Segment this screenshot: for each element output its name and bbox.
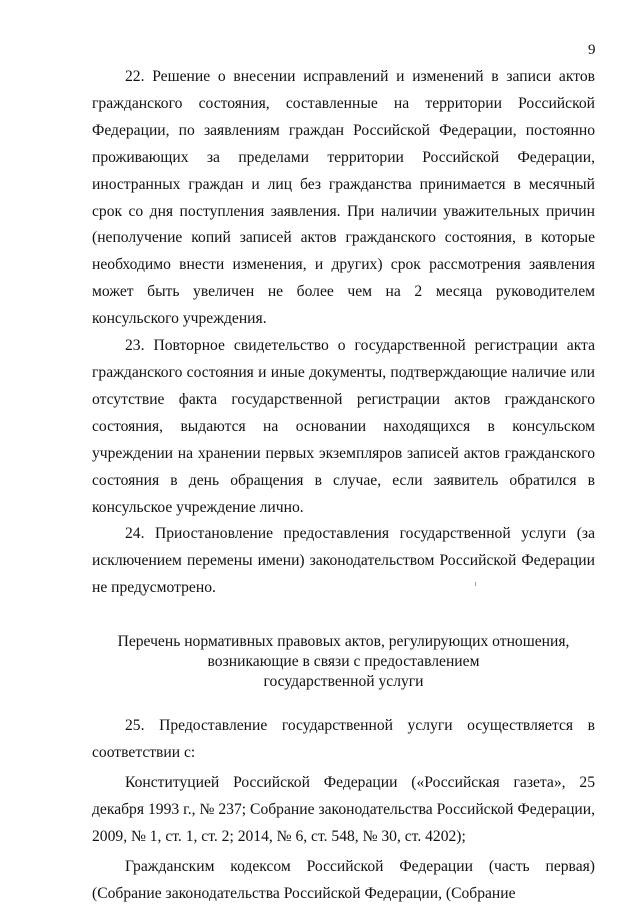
paragraph-civil-code: Гражданским кодексом Российской Федерации (часть первая) (Собрание законодательства Российской Федерации, (Собрание [92,857,595,902]
paragraph-23: 23. Повторное свидетельство о государственной регистрации акта гражданского состояния и иные документы, подтверждающие наличие или отсутствие факта государственной регистрации актов гражданского состояния, выдаются на основании находящихся в консульском учреждении на хранении первых экземпляров записей актов гражданского состояния в день обращения в случае, если заявитель обратился в консульское учреждение лично. [92,337,595,516]
page-number: 9 [588,42,596,58]
paragraph-constitution: Конституцией Российской Федерации («Российская газета», 25 декабря 1993 г., № 237; Собрание законодательства Российской Федерации, 2009, № 1, ст. 1, ст. 2; 2014, № 6, ст. 548, № 30, ст. 4202); [92,773,595,845]
paragraph-25: 25. Предоставление государственной услуги осуществляется в соответствии с: [92,717,595,762]
heading-line-1: Перечень нормативных правовых актов, регулирующих отношения, [117,633,570,651]
paragraph-22: 22. Решение о внесении исправлений и изменений в записи актов гражданского состояния, составленные на территории Российской Федерации, по заявлениям граждан Российской Федерации, постоянно проживающих за пределами территории Российской Федерации, иностранных граждан и лиц без гражданства принимается в месячный срок со дня поступления заявления. При наличии уважительных причин (неполучение копий записей актов гражданского состояния, в которые необходимо внести изменения, и других) срок рассмотрения заявления может быть увеличен не более чем на 2 месяца руководителем консульского учреждения. [92,68,595,328]
heading-line-2: возникающие в связи с предоставлением [207,653,480,671]
heading-line-3: государственной услуги [263,673,424,691]
paragraph-24: 24. Приостановление предоставления государственной услуги (за исключением перемены имени) законодательством Российской Федерации не предусмотрено. [92,525,595,597]
scan-artifact [475,582,476,586]
document-body [92,64,595,907]
section-heading [92,632,595,692]
